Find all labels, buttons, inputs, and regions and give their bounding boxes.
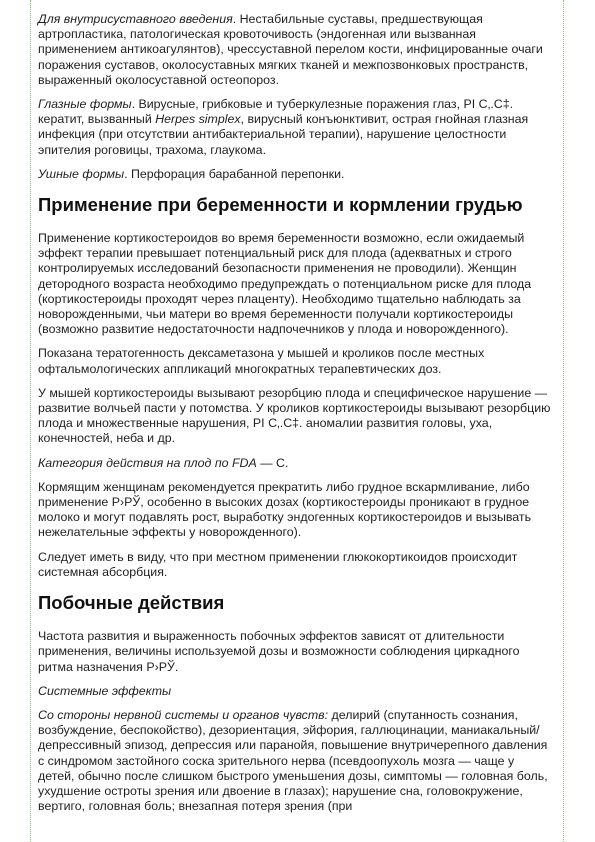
pregnancy-paragraph: Показана тератогенность дексаметазона у мышей и кроликов после местных офтальмологических аппликаций многократных терапевтических доз. — [38, 346, 485, 376]
section-heading-pregnancy: Применение при беременности и кормлении грудью — [38, 194, 523, 216]
paragraph-text: . Вирусные, грибковые и туберкулезные поражения глаз, РІ С‚.С‡. кератит, вызванный — [38, 97, 514, 127]
paragraph-text: делирий (спутанность сознания, возбуждение, беспокойство), дезориентация, эйфория, галлюцинации, маниакальный/депрессивный эпизод, депрессия или паранойя, повышение внутричерепного давления с синдромом застойного соска зрительного нерва (псевдоопухоль мозга — чаще у детей, обычно после слишком быстрого уменьшения дозы, симптомы — головная боль, ухудшение остроты зрения или двоение в глазах); нарушение сна, головокружение, вертиго, головная боль; внезапная потеря зрения (при — [38, 707, 548, 814]
pregnancy-paragraph: Следует иметь в виду, что при местном применении глюкокортикоидов происходит системная абсорбция. — [38, 549, 518, 579]
paragraph-text: . Нестабильные суставы, предшествующая артропластика, патологическая кровоточивость (эндогенная или вызванная применением антикоагулянтов), чрессуставной перелом кости, инфицированные очаги поражения суставов, околосуставных мягких тканей и межпозвонковых пространств, выраженный околосуставной остеопороз. — [38, 12, 543, 87]
left-margin-rule — [30, 0, 31, 842]
side-effects-nervous-system — [38, 708, 554, 814]
paragraph-lead: Глазные формы — [38, 97, 132, 112]
herpes-term: Herpes simplex — [155, 112, 241, 127]
paragraph-lead: Ушные формы — [38, 166, 125, 181]
paragraph-lead: Для внутрисуставного введения — [38, 12, 233, 26]
paragraph-lead: Со стороны нервной системы и органов чувств: — [38, 707, 329, 722]
pregnancy-paragraph: Кормящим женщинам рекомендуется прекратить либо грудное вскармливание, либо применение Р›РЎ, особенно в высоких дозах (кортикостероиды проникают в грудное молоко и могут подавлять рост, выработку эндогенных кортикостероидов и вызывать нежелательные эффекты у новорожденного). — [38, 479, 532, 540]
section-heading-side-effects: Побочные действия — [38, 592, 225, 614]
fda-category — [38, 456, 554, 471]
document-body — [38, 12, 554, 823]
pregnancy-paragraph: У мышей кортикостероиды вызывают резорбцию плода и специфическое нарушение — развитие волчьей пасти у потомства. У кроликов кортикостероиды вызывают резорбцию плода и множественные нарушения, РІ С‚.С‡. аномалии развития головы, уха, конечностей, неба и др. — [38, 385, 551, 446]
paragraph-text: , вирусный конъюнктивит, острая гнойная глазная инфекция (при отсутствии антибактериальной терапии), нарушение целостности эпителия роговицы, трахома, глаукома. — [38, 112, 529, 157]
pregnancy-paragraph: Применение кортикостероидов во время беременности возможно, если ожидаемый эффект терапии превышает потенциальный риск для плода (адекватных и строго контролируемых исследований безопасности применения не проводили). Женщин детородного возраста необходимо предупреждать о потенциальном риске для плода (кортикостероиды проходят через плаценту). Необходимо тщательно наблюдать за новорожденными, чьи матери во время беременности получали кортикостероиды (возможно развитие недостаточности надпочечников у плода и новорожденного). — [38, 231, 532, 337]
fda-category-label: Категория действия на плод по FDA — [38, 455, 257, 470]
contraindication-ear — [38, 167, 554, 182]
right-margin-rule — [563, 0, 564, 842]
contraindication-intraarticular — [38, 12, 554, 88]
side-effects-paragraph: Частота развития и выраженность побочных эффектов зависят от длительности применения, величины используемой дозы и возможности соблюдения циркадного ритма назначения Р›РЎ. — [38, 629, 520, 674]
contraindication-eye — [38, 97, 554, 158]
paragraph-text: . Перфорация барабанной перепонки. — [124, 166, 345, 181]
systemic-effects-subheading: Системные эффекты — [38, 683, 172, 698]
fda-category-value: — C. — [256, 455, 289, 470]
